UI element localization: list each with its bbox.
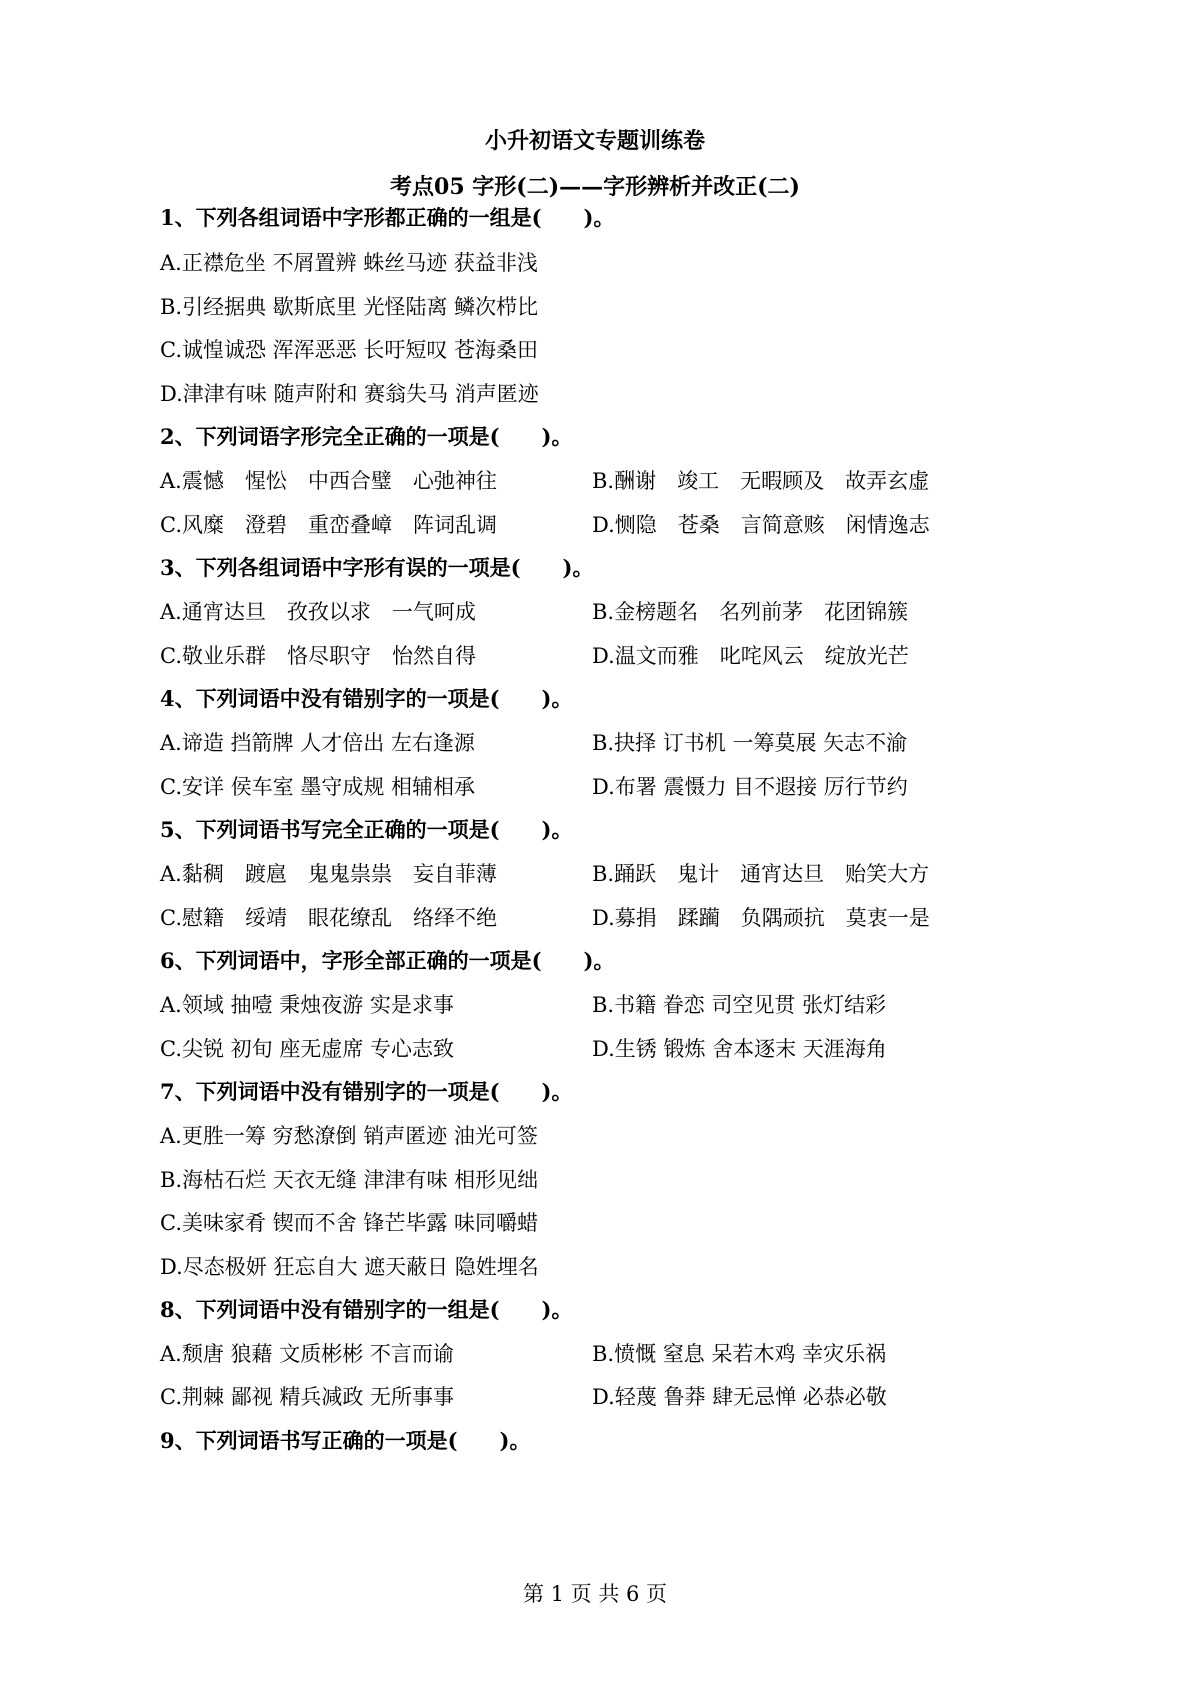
option-b: B.海枯石烂 天衣无缝 津津有味 相形见绌 — [160, 1168, 539, 1192]
question-stem: 7、下列词语中没有错别字的一项是( )。 — [160, 1079, 573, 1104]
question-stem: 6、下列词语中，字形全部正确的一项是( )。 — [160, 948, 615, 973]
option-b: B.酬谢 竣工 无暇顾及 故弄玄虚 — [592, 469, 930, 493]
page-subtitle: 考点05 字形(二)——字形辨析并改正(二) — [390, 174, 800, 200]
option-d: D.生锈 锻炼 舍本逐末 天涯海角 — [592, 1037, 887, 1061]
question-stem: 5、下列词语书写完全正确的一项是( )。 — [160, 817, 573, 842]
question-stem: 8、下列词语中没有错别字的一组是( )。 — [160, 1297, 573, 1322]
option-b: B.愤慨 窒息 呆若木鸡 幸灾乐祸 — [592, 1342, 887, 1366]
option-a: A.正襟危坐 不屑置辨 蛛丝马迹 获益非浅 — [160, 251, 538, 275]
page-title: 小升初语文专题训练卷 — [484, 128, 705, 154]
option-d: D.轻蔑 鲁莽 肆无忌惮 必恭必敬 — [592, 1385, 887, 1409]
question-stem: 9、下列词语书写正确的一项是( )。 — [160, 1428, 531, 1453]
question-stem: 4、下列词语中没有错别字的一项是( )。 — [160, 686, 573, 711]
option-b: B.金榜题名 名列前茅 花团锦簇 — [592, 600, 909, 624]
option-b: B.踊跃 鬼计 通宵达旦 贻笑大方 — [592, 862, 930, 886]
option-b: B.书籍 眷恋 司空见贯 张灯结彩 — [592, 993, 887, 1017]
option-a: A.更胜一筹 穷愁潦倒 销声匿迹 油光可签 — [160, 1124, 538, 1148]
option-c: C.荆棘 鄙视 精兵减政 无所事事 — [160, 1385, 455, 1409]
option-a: A.颓唐 狼藉 文质彬彬 不言而谕 — [160, 1342, 454, 1366]
option-c: C.风糜 澄碧 重峦叠嶂 阵词乱调 — [160, 513, 497, 537]
option-b: B.引经据典 歇斯底里 光怪陆离 鳞次栉比 — [160, 295, 539, 319]
option-a: A.领域 抽噎 秉烛夜游 实是求事 — [160, 993, 454, 1017]
option-c: C.美味家肴 锲而不舍 锋芒毕露 味同嚼蜡 — [160, 1211, 539, 1235]
option-d: D.尽态极妍 狂忘自大 遮天蔽日 隐姓埋名 — [160, 1255, 539, 1279]
option-c: C.尖锐 初旬 座无虚席 专心志致 — [160, 1037, 455, 1061]
option-c: C.慰籍 绥靖 眼花缭乱 络绎不绝 — [160, 906, 497, 930]
option-d: D.恻隐 苍桑 言简意赅 闲情逸志 — [592, 513, 930, 537]
option-d: D.津津有味 随声附和 赛翁失马 消声匿迹 — [160, 382, 539, 406]
page-footer: 第 1 页 共 6 页 — [522, 1582, 668, 1606]
option-d: D.布署 震慑力 目不遐接 厉行节约 — [592, 775, 908, 799]
option-d: D.募捐 蹂躏 负隅顽抗 莫衷一是 — [592, 906, 930, 930]
option-b: B.抉择 订书机 一筹莫展 矢志不渝 — [592, 731, 908, 755]
question-stem: 1、下列各组词语中字形都正确的一组是( )。 — [160, 205, 615, 230]
option-a: A.震憾 惺忪 中西合璧 心弛神往 — [160, 469, 497, 493]
option-d: D.温文而雅 叱咤风云 绽放光芒 — [592, 644, 909, 668]
option-c: C.安详 侯车室 墨守成规 相辅相承 — [160, 775, 476, 799]
question-stem: 2、下列词语字形完全正确的一项是( )。 — [160, 424, 573, 449]
option-c: C.敬业乐群 恪尽职守 怡然自得 — [160, 644, 476, 668]
option-a: A.谛造 挡箭牌 人才倍出 左右逢源 — [160, 731, 475, 755]
option-a: A.黏稠 踱扈 鬼鬼祟祟 妄自菲薄 — [160, 862, 497, 886]
question-stem: 3、下列各组词语中字形有误的一项是( )。 — [160, 555, 594, 580]
option-a: A.通宵达旦 孜孜以求 一气呵成 — [160, 600, 476, 624]
option-c: C.诚惶诚恐 浑浑恶恶 长吁短叹 苍海桑田 — [160, 338, 539, 362]
